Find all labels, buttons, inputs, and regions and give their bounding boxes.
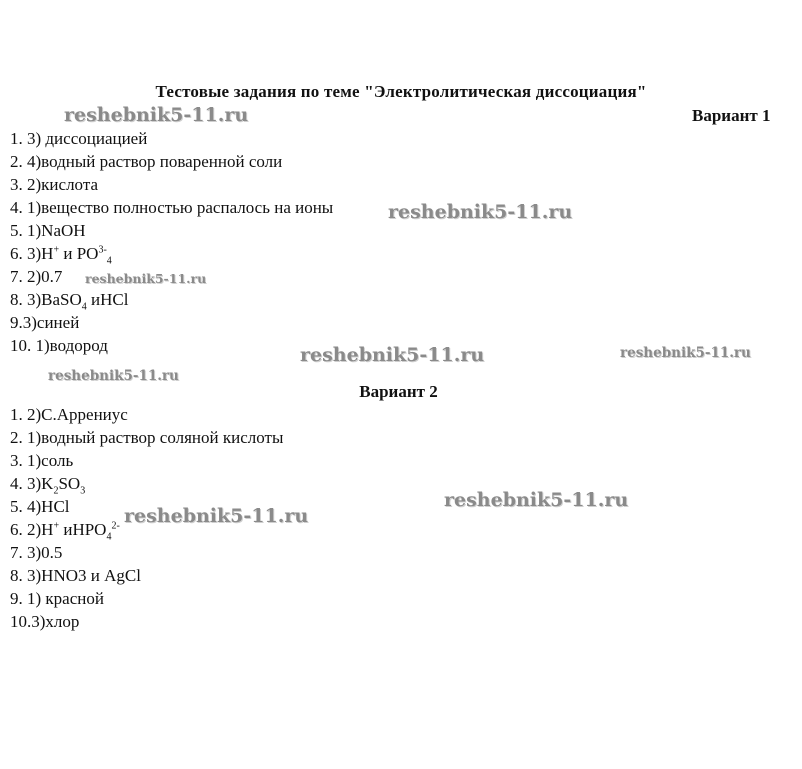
answer-3: 3. 2)кислота: [10, 175, 99, 194]
variant-1-answers: [10, 127, 333, 357]
answer-2: 2. 1)водный раствор соляной кислоты: [10, 428, 284, 447]
watermark: reshebnik5-11.ru: [620, 345, 751, 361]
answer-4: 4. $3)K_2SO_3$: [10, 474, 86, 497]
watermark: reshebnik5-11.ru: [64, 104, 249, 126]
answer-6: 6. 2)H+ иHPO$_4^{2-}$: [10, 520, 120, 543]
answer-5: 5. 1)NaOH: [10, 221, 86, 240]
answer-4: 4. 1)вещество полностью распалось на ионы: [10, 198, 334, 217]
watermark: reshebnik5-11.ru: [444, 489, 629, 511]
variant-1-heading: Вариант 1: [692, 106, 771, 125]
answer-8: 8. 3)HNO3 и AgCl: [10, 566, 141, 585]
answer-7: 7. 2)0.7: [10, 267, 63, 286]
watermark: reshebnik5-11.ru: [48, 368, 179, 384]
answer-9: 9.3)синей: [10, 313, 80, 332]
answer-1: 1. 3) диссоциацией: [10, 129, 148, 148]
answer-10: 10. 1)водород: [10, 336, 108, 355]
watermark: reshebnik5-11.ru: [300, 344, 485, 366]
variant-2-heading: Вариант 2: [359, 382, 438, 401]
watermark: reshebnik5-11.ru: [124, 505, 309, 527]
answer-6: 6. 3)H+ и $PO^{3-}_4$: [10, 244, 112, 267]
answer-10: 10.3)хлор: [10, 612, 80, 631]
answer-2: 2. 4)водный раствор поваренной соли: [10, 152, 283, 171]
watermark: reshebnik5-11.ru: [85, 271, 207, 286]
answer-3: 3. 1)соль: [10, 451, 74, 470]
answer-7: 7. 3)0.5: [10, 543, 63, 562]
page-title: Тестовые задания по теме "Электролитическая диссоциация": [155, 82, 647, 101]
answer-5: 5. 4)HCl: [10, 497, 70, 516]
answer-1: 1. 2)С.Аррениус: [10, 405, 128, 424]
answer-9: 9. 1) красной: [10, 589, 104, 608]
watermark: reshebnik5-11.ru: [388, 201, 573, 223]
answer-8: 8. 3)BaSO$_4$ иHCl: [10, 290, 129, 313]
